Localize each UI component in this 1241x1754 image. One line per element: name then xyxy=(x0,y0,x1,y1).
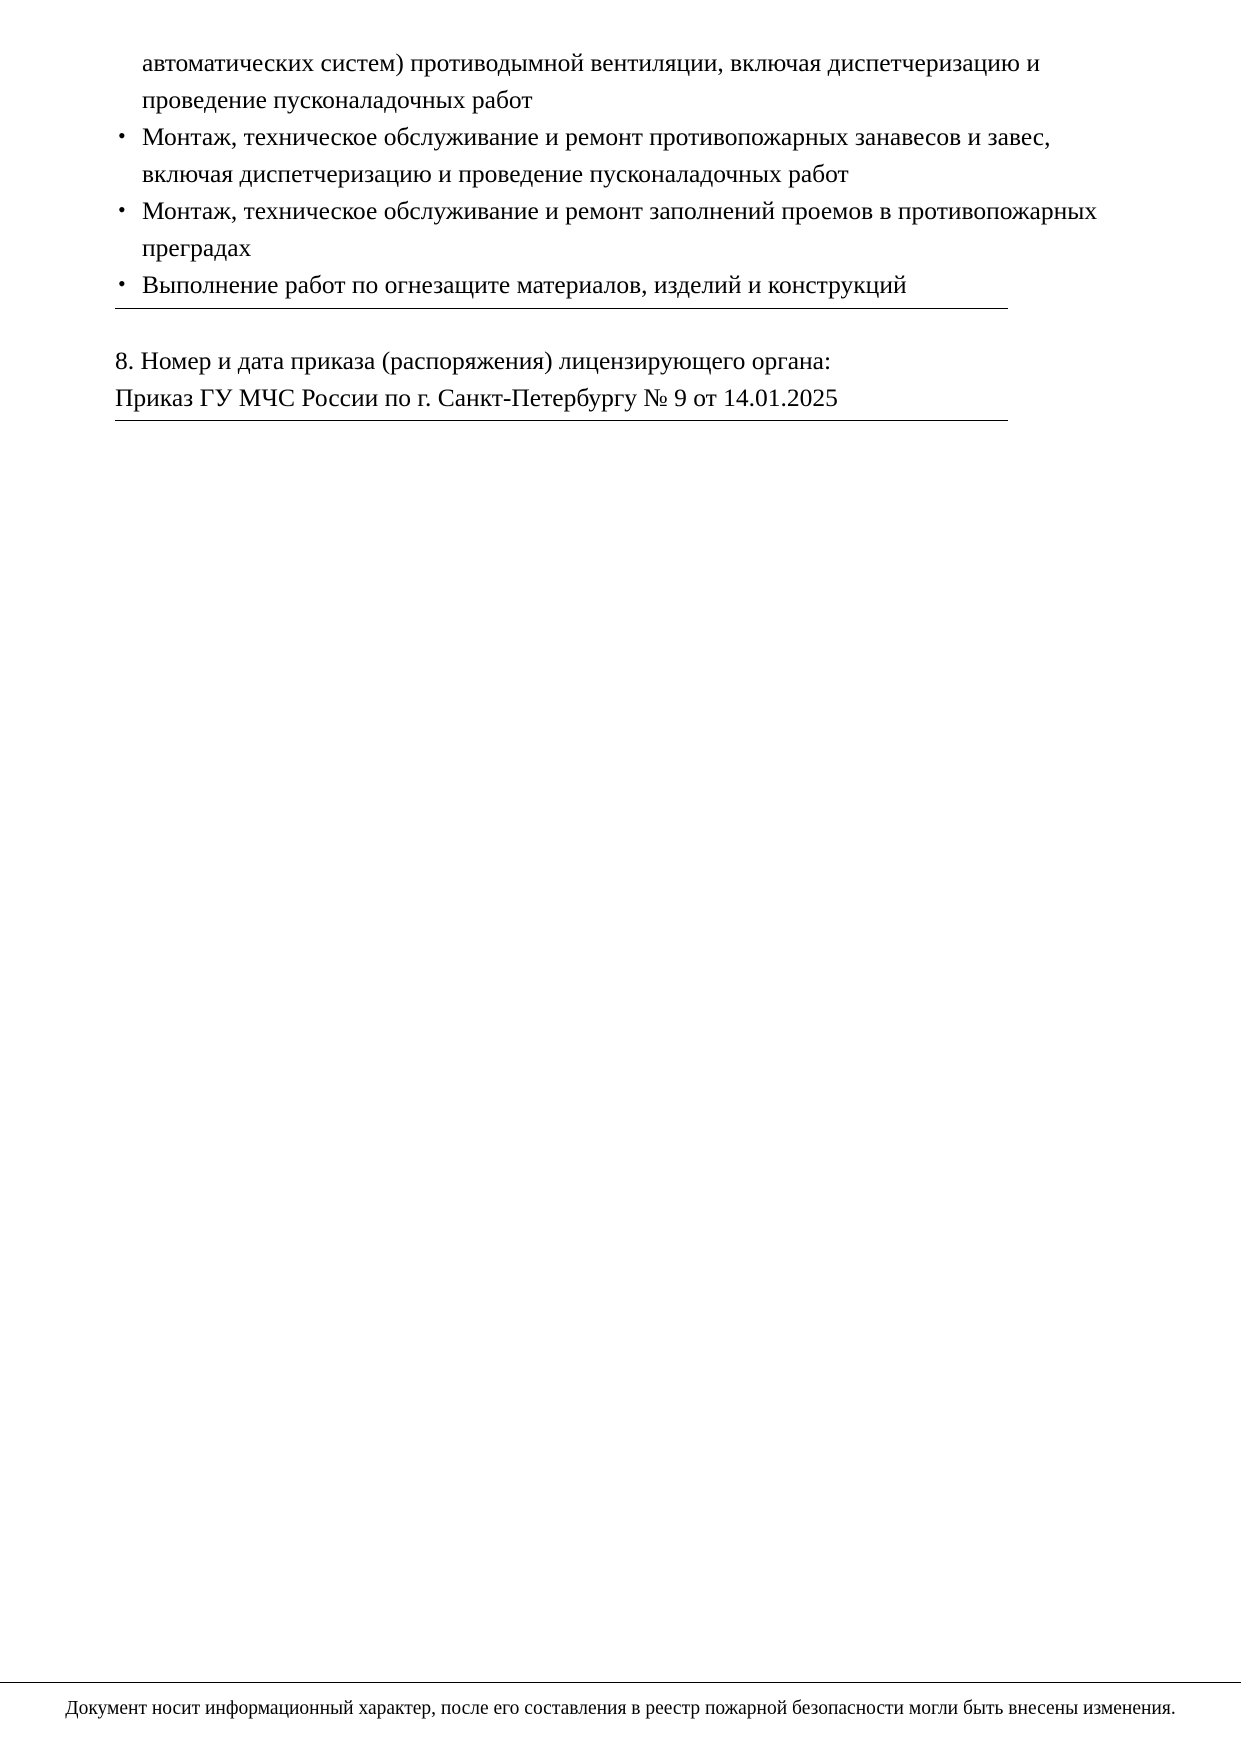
order-section xyxy=(115,342,1126,421)
list-item-text: Выполнение работ по огнезащите материалов, изделий и конструкций xyxy=(142,270,907,299)
page-footer xyxy=(0,1682,1241,1754)
list-item xyxy=(115,266,1126,303)
list-item-text: Монтаж, техническое обслуживание и ремонт заполнений проемов в противопожарных преградах xyxy=(142,196,1098,262)
bullet-icon: • xyxy=(118,271,126,296)
works-list xyxy=(115,118,1126,303)
bullet-icon: • xyxy=(118,197,126,222)
bullet-icon: • xyxy=(118,123,126,148)
list-item-text: Монтаж, техническое обслуживание и ремонт противопожарных занавесов и завес, включая диспетчеризацию и проведение пусконаладочных работ xyxy=(142,122,1051,188)
list-item xyxy=(115,118,1126,192)
order-section-heading: 8. Номер и дата приказа (распоряжения) лицензирующего органа: xyxy=(115,346,832,375)
list-item xyxy=(115,192,1126,266)
continued-paragraph: автоматических систем) противодымной вентиляции, включая диспетчеризацию и проведение пусконаладочных работ xyxy=(142,48,1040,114)
section-divider xyxy=(115,308,1008,309)
footer-note: Документ носит информационный характер, после его составления в реестр пожарной безопасности могли быть внесены изменения. xyxy=(65,1698,1176,1719)
order-section-value: Приказ ГУ МЧС России по г. Санкт-Петербургу № 9 от 14.01.2025 xyxy=(115,383,838,412)
order-section-divider xyxy=(115,420,1008,421)
